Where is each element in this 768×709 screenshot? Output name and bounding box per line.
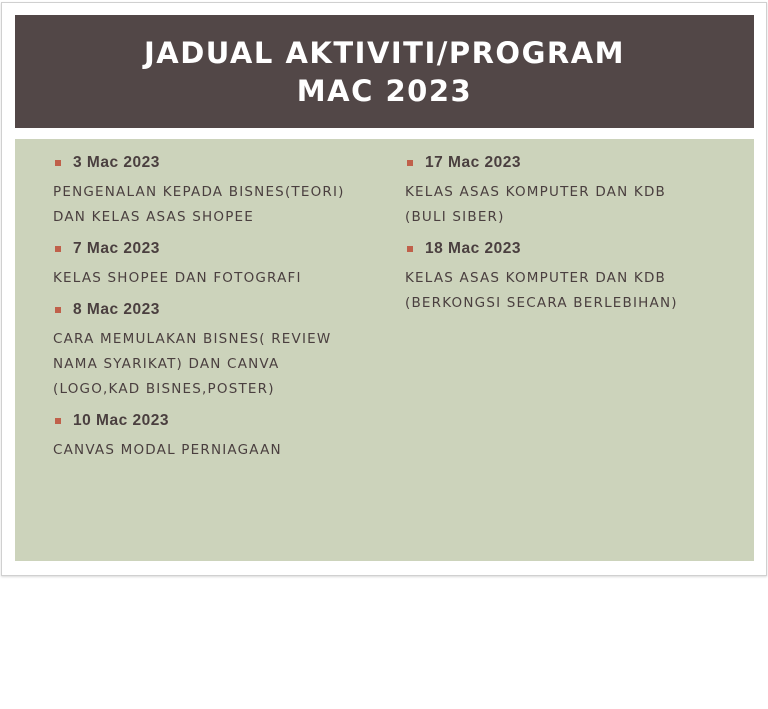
entry-date-row xyxy=(55,151,383,175)
entry-date: 10 Mac 2023 xyxy=(73,412,169,429)
entry-description: KELAS SHOPEE DAN FOTOGRAFI xyxy=(53,270,302,286)
schedule-entry xyxy=(53,298,383,402)
entry-description: CARA MEMULAKAN BISNES( REVIEW NAMA SYARIKAT) DAN CANVA (LOGO,KAD BISNES,POSTER) xyxy=(53,331,332,397)
entry-date-row xyxy=(55,237,383,261)
slide xyxy=(1,2,767,576)
entry-date-row xyxy=(55,409,383,433)
schedule-entry xyxy=(405,237,735,316)
square-bullet-icon xyxy=(55,160,61,166)
entry-date-row xyxy=(55,298,383,322)
schedule-column-right xyxy=(405,151,735,323)
schedule-entry xyxy=(53,237,383,291)
entry-date: 3 Mac 2023 xyxy=(73,154,160,171)
schedule-entry xyxy=(53,409,383,463)
entry-description: PENGENALAN KEPADA BISNES(TEORI) DAN KELAS ASAS SHOPEE xyxy=(53,184,345,225)
schedule-column-left xyxy=(53,151,383,470)
entry-date: 18 Mac 2023 xyxy=(425,240,521,257)
slide-title-line-2: MAC 2023 xyxy=(296,73,473,108)
square-bullet-icon xyxy=(55,246,61,252)
square-bullet-icon xyxy=(55,418,61,424)
slide-title-line-1: JADUAL AKTIVITI/PROGRAM xyxy=(143,35,626,70)
entry-description: CANVAS MODAL PERNIAGAAN xyxy=(53,442,282,458)
entry-date: 7 Mac 2023 xyxy=(73,240,160,257)
entry-date: 17 Mac 2023 xyxy=(425,154,521,171)
square-bullet-icon xyxy=(407,160,413,166)
content-panel xyxy=(15,139,754,561)
entry-date: 8 Mac 2023 xyxy=(73,301,160,318)
square-bullet-icon xyxy=(407,246,413,252)
entry-description: KELAS ASAS KOMPUTER DAN KDB (BERKONGSI SECARA BERLEBIHAN) xyxy=(405,270,678,311)
entry-date-row xyxy=(407,151,735,175)
title-bar xyxy=(15,15,754,128)
schedule-entry xyxy=(405,151,735,230)
entry-description: KELAS ASAS KOMPUTER DAN KDB (BULI SIBER) xyxy=(405,184,667,225)
square-bullet-icon xyxy=(55,307,61,313)
schedule-entry xyxy=(53,151,383,230)
entry-date-row xyxy=(407,237,735,261)
